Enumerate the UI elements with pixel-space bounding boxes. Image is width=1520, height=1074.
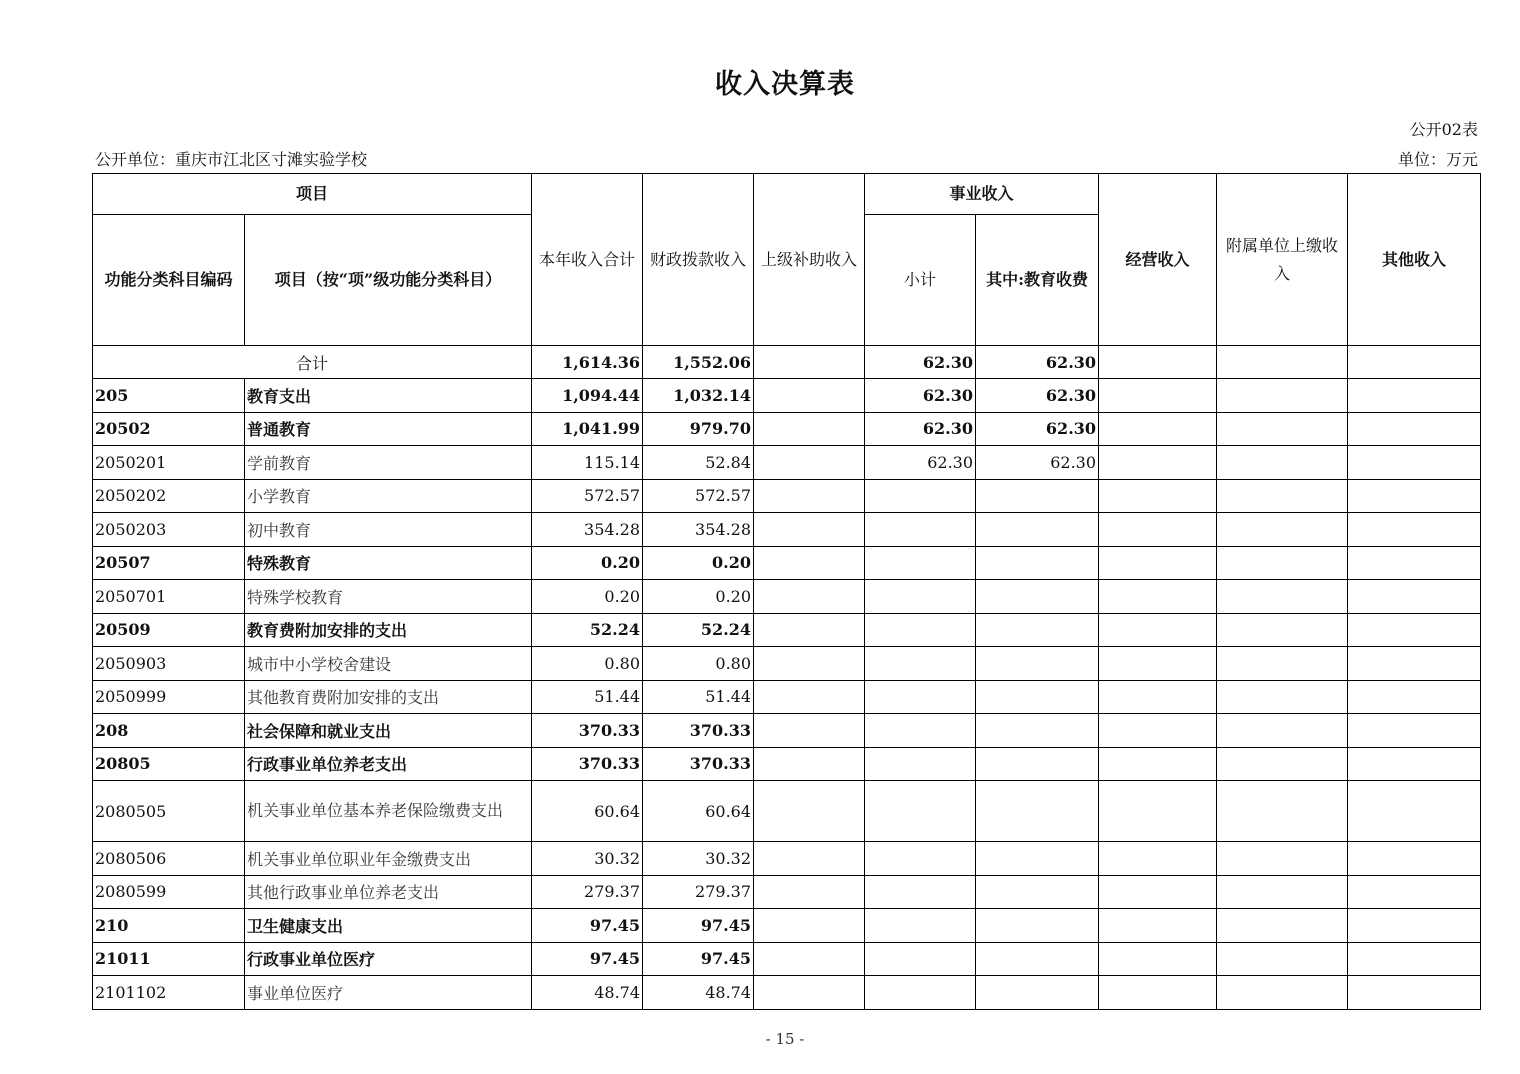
name-cell: 社会保障和就业支出 xyxy=(245,714,532,748)
edu-fee-cell xyxy=(976,513,1099,547)
edu-fee-cell xyxy=(976,680,1099,714)
superior-cell xyxy=(754,546,865,580)
table-row xyxy=(93,976,1481,1010)
table-row xyxy=(93,513,1481,547)
header-superior: 上级补助收入 xyxy=(754,174,865,346)
edu-fee-cell: 62.30 xyxy=(976,346,1099,379)
subtotal-cell: 62.30 xyxy=(865,379,976,413)
affiliate-cell xyxy=(1217,546,1348,580)
business-cell xyxy=(1099,379,1217,413)
total-cell: 572.57 xyxy=(532,479,643,513)
subtotal-cell xyxy=(865,714,976,748)
affiliate-cell xyxy=(1217,412,1348,446)
edu-fee-cell xyxy=(976,714,1099,748)
other-cell xyxy=(1348,613,1481,647)
name-cell: 机关事业单位基本养老保险缴费支出 xyxy=(245,781,532,842)
superior-cell xyxy=(754,875,865,909)
total-label: 合计 xyxy=(93,346,532,379)
table-row xyxy=(93,546,1481,580)
total-cell: 30.32 xyxy=(532,842,643,876)
affiliate-cell xyxy=(1217,513,1348,547)
superior-cell xyxy=(754,479,865,513)
code-cell: 20805 xyxy=(93,747,245,781)
header-business: 经营收入 xyxy=(1099,174,1217,346)
edu-fee-cell xyxy=(976,580,1099,614)
name-cell: 城市中小学校舍建设 xyxy=(245,647,532,681)
income-table xyxy=(92,173,1481,1010)
business-cell xyxy=(1099,942,1217,976)
affiliate-cell xyxy=(1217,680,1348,714)
table-row xyxy=(93,680,1481,714)
table-row xyxy=(93,909,1481,943)
superior-cell xyxy=(754,714,865,748)
fiscal-cell: 60.64 xyxy=(643,781,754,842)
table-row xyxy=(93,875,1481,909)
superior-cell xyxy=(754,781,865,842)
subtotal-cell xyxy=(865,842,976,876)
code-cell: 208 xyxy=(93,714,245,748)
fiscal-cell: 1,032.14 xyxy=(643,379,754,413)
superior-cell xyxy=(754,412,865,446)
other-cell xyxy=(1348,680,1481,714)
business-cell xyxy=(1099,513,1217,547)
fiscal-cell: 279.37 xyxy=(643,875,754,909)
business-cell xyxy=(1099,580,1217,614)
affiliate-cell xyxy=(1217,747,1348,781)
total-cell: 370.33 xyxy=(532,714,643,748)
total-cell: 1,094.44 xyxy=(532,379,643,413)
total-cell: 279.37 xyxy=(532,875,643,909)
table-row xyxy=(93,714,1481,748)
affiliate-cell xyxy=(1217,714,1348,748)
page-title: 收入决算表 xyxy=(715,69,855,100)
affiliate-cell xyxy=(1217,942,1348,976)
header-total: 本年收入合计 xyxy=(532,174,643,346)
table-row xyxy=(93,613,1481,647)
header-edu-fee: 其中:教育收费 xyxy=(976,215,1099,346)
table-row xyxy=(93,412,1481,446)
page-number: - 15 - xyxy=(765,1030,805,1048)
business-cell xyxy=(1099,747,1217,781)
code-cell: 2080505 xyxy=(93,781,245,842)
edu-fee-cell xyxy=(976,647,1099,681)
other-cell xyxy=(1348,647,1481,681)
code-cell: 20509 xyxy=(93,613,245,647)
affiliate-cell xyxy=(1217,875,1348,909)
table-row xyxy=(93,747,1481,781)
code-cell: 2050202 xyxy=(93,479,245,513)
name-cell: 特殊学校教育 xyxy=(245,580,532,614)
superior-cell xyxy=(754,909,865,943)
name-cell: 初中教育 xyxy=(245,513,532,547)
business-cell xyxy=(1099,479,1217,513)
total-cell: 48.74 xyxy=(532,976,643,1010)
business-cell xyxy=(1099,680,1217,714)
business-cell xyxy=(1099,781,1217,842)
subtotal-cell: 62.30 xyxy=(865,446,976,480)
form-number: 公开02表 xyxy=(1409,120,1478,139)
business-cell xyxy=(1099,446,1217,480)
subtotal-cell xyxy=(865,513,976,547)
total-cell: 370.33 xyxy=(532,747,643,781)
table-row xyxy=(93,580,1481,614)
subtotal-cell xyxy=(865,909,976,943)
table-row xyxy=(93,479,1481,513)
total-cell: 51.44 xyxy=(532,680,643,714)
other-cell xyxy=(1348,412,1481,446)
superior-cell xyxy=(754,346,865,379)
affiliate-cell xyxy=(1217,613,1348,647)
code-cell: 21011 xyxy=(93,942,245,976)
fiscal-cell: 0.20 xyxy=(643,546,754,580)
total-cell: 1,614.36 xyxy=(532,346,643,379)
superior-cell xyxy=(754,513,865,547)
affiliate-cell xyxy=(1217,781,1348,842)
edu-fee-cell xyxy=(976,976,1099,1010)
superior-cell xyxy=(754,976,865,1010)
fiscal-cell: 1,552.06 xyxy=(643,346,754,379)
business-cell xyxy=(1099,842,1217,876)
fiscal-cell: 30.32 xyxy=(643,842,754,876)
code-cell: 2050701 xyxy=(93,580,245,614)
other-cell xyxy=(1348,976,1481,1010)
name-cell: 教育费附加安排的支出 xyxy=(245,613,532,647)
business-cell xyxy=(1099,613,1217,647)
edu-fee-cell xyxy=(976,747,1099,781)
other-cell xyxy=(1348,909,1481,943)
subtotal-cell xyxy=(865,942,976,976)
superior-cell xyxy=(754,446,865,480)
code-cell: 205 xyxy=(93,379,245,413)
superior-cell xyxy=(754,680,865,714)
currency-unit: 单位：万元 xyxy=(1397,150,1478,169)
table-row xyxy=(93,781,1481,842)
subtotal-cell xyxy=(865,781,976,842)
total-cell: 115.14 xyxy=(532,446,643,480)
subtotal-cell xyxy=(865,875,976,909)
name-cell: 机关事业单位职业年金缴费支出 xyxy=(245,842,532,876)
code-cell: 2050999 xyxy=(93,680,245,714)
table-row xyxy=(93,647,1481,681)
other-cell xyxy=(1348,747,1481,781)
edu-fee-cell xyxy=(976,909,1099,943)
header-subtotal: 小计 xyxy=(865,215,976,346)
name-cell: 教育支出 xyxy=(245,379,532,413)
header-affiliate: 附属单位上缴收入 xyxy=(1217,174,1348,346)
code-cell: 2080506 xyxy=(93,842,245,876)
superior-cell xyxy=(754,942,865,976)
fiscal-cell: 52.84 xyxy=(643,446,754,480)
superior-cell xyxy=(754,747,865,781)
other-cell xyxy=(1348,513,1481,547)
code-cell: 2101102 xyxy=(93,976,245,1010)
header-fiscal: 财政拨款收入 xyxy=(643,174,754,346)
name-cell: 其他教育费附加安排的支出 xyxy=(245,680,532,714)
superior-cell xyxy=(754,842,865,876)
superior-cell xyxy=(754,580,865,614)
edu-fee-cell xyxy=(976,875,1099,909)
other-cell xyxy=(1348,875,1481,909)
business-cell xyxy=(1099,875,1217,909)
business-cell xyxy=(1099,546,1217,580)
name-cell: 行政事业单位医疗 xyxy=(245,942,532,976)
subtotal-cell: 62.30 xyxy=(865,346,976,379)
fiscal-cell: 97.45 xyxy=(643,909,754,943)
edu-fee-cell: 62.30 xyxy=(976,412,1099,446)
total-cell: 1,041.99 xyxy=(532,412,643,446)
business-cell xyxy=(1099,714,1217,748)
fiscal-cell: 354.28 xyxy=(643,513,754,547)
subtotal-cell xyxy=(865,613,976,647)
other-cell xyxy=(1348,379,1481,413)
edu-fee-cell: 62.30 xyxy=(976,446,1099,480)
total-cell: 0.20 xyxy=(532,546,643,580)
business-cell xyxy=(1099,976,1217,1010)
business-cell xyxy=(1099,346,1217,379)
affiliate-cell xyxy=(1217,379,1348,413)
affiliate-cell xyxy=(1217,346,1348,379)
affiliate-cell xyxy=(1217,580,1348,614)
superior-cell xyxy=(754,647,865,681)
edu-fee-cell: 62.30 xyxy=(976,379,1099,413)
subtotal-cell xyxy=(865,680,976,714)
subtotal-cell xyxy=(865,747,976,781)
code-cell: 2050203 xyxy=(93,513,245,547)
code-cell: 210 xyxy=(93,909,245,943)
other-cell xyxy=(1348,346,1481,379)
name-cell: 普通教育 xyxy=(245,412,532,446)
fiscal-cell: 0.80 xyxy=(643,647,754,681)
other-cell xyxy=(1348,546,1481,580)
other-cell xyxy=(1348,479,1481,513)
fiscal-cell: 370.33 xyxy=(643,747,754,781)
name-cell: 事业单位医疗 xyxy=(245,976,532,1010)
other-cell xyxy=(1348,580,1481,614)
name-cell: 其他行政事业单位养老支出 xyxy=(245,875,532,909)
fiscal-cell: 370.33 xyxy=(643,714,754,748)
fiscal-cell: 52.24 xyxy=(643,613,754,647)
total-cell: 60.64 xyxy=(532,781,643,842)
table-row xyxy=(93,379,1481,413)
affiliate-cell xyxy=(1217,446,1348,480)
name-cell: 行政事业单位养老支出 xyxy=(245,747,532,781)
business-cell xyxy=(1099,412,1217,446)
header-project: 项目 xyxy=(93,174,532,215)
fiscal-cell: 51.44 xyxy=(643,680,754,714)
edu-fee-cell xyxy=(976,781,1099,842)
edu-fee-cell xyxy=(976,613,1099,647)
fiscal-cell: 0.20 xyxy=(643,580,754,614)
header-career: 事业收入 xyxy=(865,174,1099,215)
code-cell: 2050903 xyxy=(93,647,245,681)
total-cell: 0.20 xyxy=(532,580,643,614)
code-cell: 2080599 xyxy=(93,875,245,909)
affiliate-cell xyxy=(1217,647,1348,681)
code-cell: 20507 xyxy=(93,546,245,580)
subtotal-cell xyxy=(865,976,976,1010)
business-cell xyxy=(1099,647,1217,681)
other-cell xyxy=(1348,781,1481,842)
business-cell xyxy=(1099,909,1217,943)
code-cell: 2050201 xyxy=(93,446,245,480)
header-code: 功能分类科目编码 xyxy=(93,215,245,346)
total-cell: 0.80 xyxy=(532,647,643,681)
name-cell: 特殊教育 xyxy=(245,546,532,580)
code-cell: 20502 xyxy=(93,412,245,446)
fiscal-cell: 48.74 xyxy=(643,976,754,1010)
other-cell xyxy=(1348,842,1481,876)
other-cell xyxy=(1348,942,1481,976)
header-other: 其他收入 xyxy=(1348,174,1481,346)
table-row xyxy=(93,446,1481,480)
header-name: 项目（按“项”级功能分类科目） xyxy=(245,215,532,346)
name-cell: 学前教育 xyxy=(245,446,532,480)
affiliate-cell xyxy=(1217,842,1348,876)
fiscal-cell: 97.45 xyxy=(643,942,754,976)
edu-fee-cell xyxy=(976,842,1099,876)
subtotal-cell: 62.30 xyxy=(865,412,976,446)
edu-fee-cell xyxy=(976,942,1099,976)
total-cell: 97.45 xyxy=(532,909,643,943)
name-cell: 卫生健康支出 xyxy=(245,909,532,943)
edu-fee-cell xyxy=(976,546,1099,580)
affiliate-cell xyxy=(1217,909,1348,943)
superior-cell xyxy=(754,379,865,413)
superior-cell xyxy=(754,613,865,647)
edu-fee-cell xyxy=(976,479,1099,513)
reporting-unit: 公开单位：重庆市江北区寸滩实验学校 xyxy=(95,150,368,169)
fiscal-cell: 979.70 xyxy=(643,412,754,446)
total-cell: 354.28 xyxy=(532,513,643,547)
other-cell xyxy=(1348,446,1481,480)
affiliate-cell xyxy=(1217,479,1348,513)
other-cell xyxy=(1348,714,1481,748)
table-row xyxy=(93,942,1481,976)
name-cell: 小学教育 xyxy=(245,479,532,513)
total-cell: 97.45 xyxy=(532,942,643,976)
fiscal-cell: 572.57 xyxy=(643,479,754,513)
subtotal-cell xyxy=(865,647,976,681)
total-row xyxy=(93,346,1481,379)
subtotal-cell xyxy=(865,479,976,513)
subtotal-cell xyxy=(865,546,976,580)
total-cell: 52.24 xyxy=(532,613,643,647)
affiliate-cell xyxy=(1217,976,1348,1010)
subtotal-cell xyxy=(865,580,976,614)
table-row xyxy=(93,842,1481,876)
